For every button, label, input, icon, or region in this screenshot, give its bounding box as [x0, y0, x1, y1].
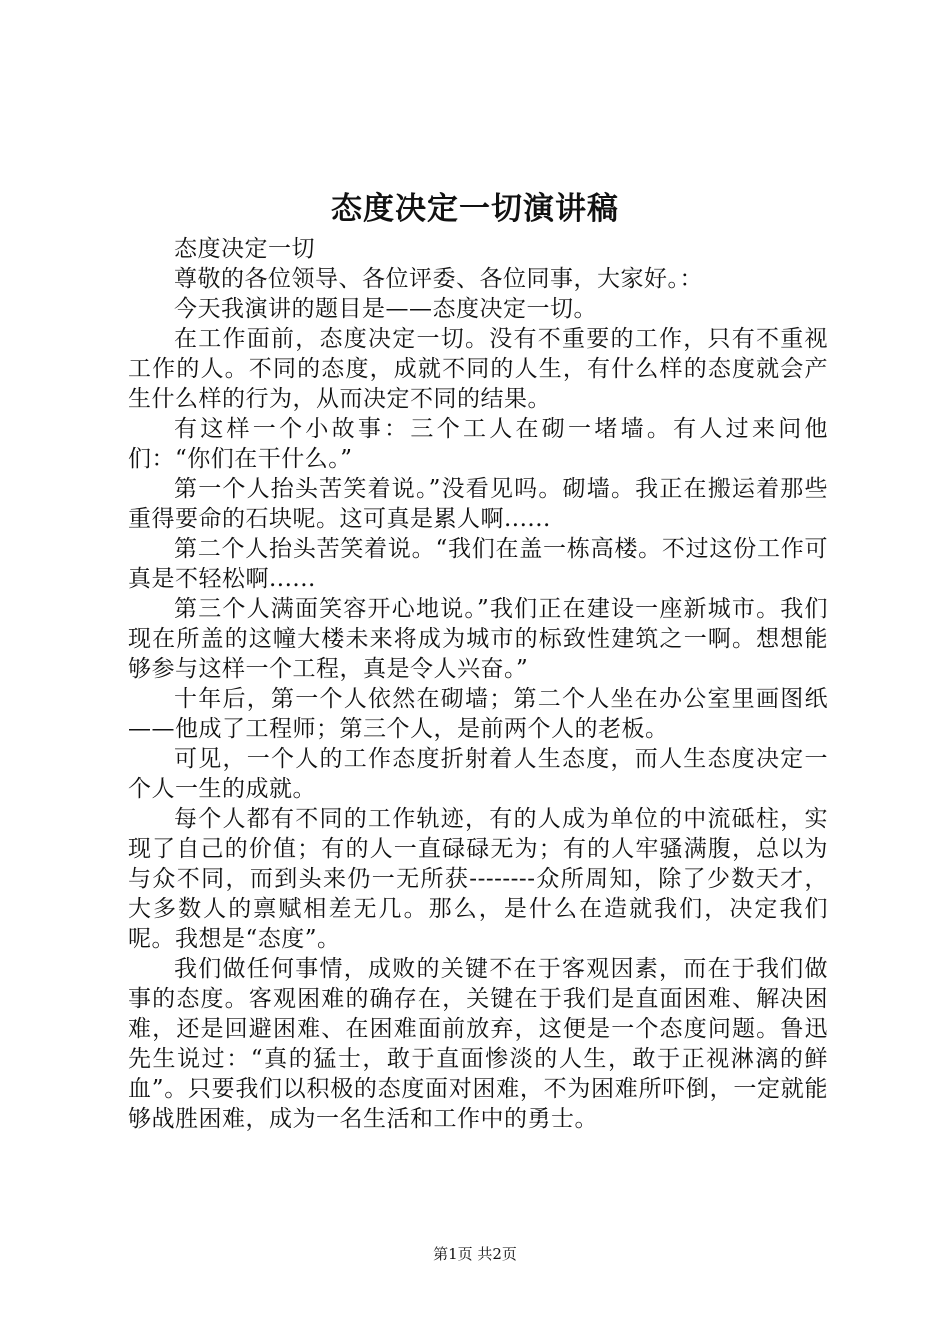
paragraph: 我们做任何事情，成败的关键不在于客观因素，而在于我们做事的态度。客观困难的确存在，关键在于我们是直面困难、解决困难，还是回避困难、在困难面前放弃，这便是一个态度问题。鲁迅先生说过：“真的猛士，敢于直面惨淡的人生，敢于正视淋漓的鲜血”。只要我们以积极的态度面对困难，不为困难所吓倒，一定就能够战胜困难，成为一名生活和工作中的勇士。	[128, 956, 828, 1132]
paragraph: 第一个人抬头苦笑着说。”没看见吗。砌墙。我正在搬运着那些重得要命的石块呢。这可真是累人啊......	[128, 476, 828, 532]
document-title: 态度决定一切演讲稿	[331, 191, 619, 227]
paragraph: 每个人都有不同的工作轨迹，有的人成为单位的中流砥柱，实现了自己的价值；有的人一直碌碌无为；有的人牢骚满腹，总以为与众不同，而到头来仍一无所获--------众所周知，除了少数天才，大多数人的禀赋相差无几。那么，是什么在造就我们，决定我们呢。我想是“态度”。	[128, 806, 828, 952]
paragraph: 第三个人满面笑容开心地说。”我们正在建设一座新城市。我们现在所盖的这幢大楼未来将成为城市的标致性建筑之一啊。想想能够参与这样一个工程，真是令人兴奋。”	[128, 596, 828, 682]
page-footer: 第1页 共2页	[433, 1245, 517, 1263]
paragraph: 尊敬的各位领导、各位评委、各位同事，大家好。：	[174, 266, 703, 292]
document-body	[128, 234, 828, 1134]
paragraph: 有这样一个小故事：三个工人在砌一堵墙。有人过来问他们：“你们在干什么。”	[128, 416, 828, 472]
paragraph: 在工作面前，态度决定一切。没有不重要的工作，只有不重视工作的人。不同的态度，成就不同的人生，有什么样的态度就会产生什么样的行为，从而决定不同的结果。	[128, 326, 828, 412]
paragraph: 可见，一个人的工作态度折射着人生态度，而人生态度决定一个人一生的成就。	[128, 746, 828, 802]
paragraph: 态度决定一切	[174, 236, 315, 262]
paragraph: 今天我演讲的题目是——态度决定一切。	[174, 296, 597, 322]
paragraph: 十年后，第一个人依然在砌墙；第二个人坐在办公室里画图纸——他成了工程师；第三个人，是前两个人的老板。	[128, 686, 828, 742]
paragraph: 第二个人抬头苦笑着说。“我们在盖一栋高楼。不过这份工作可真是不轻松啊......	[128, 536, 828, 592]
